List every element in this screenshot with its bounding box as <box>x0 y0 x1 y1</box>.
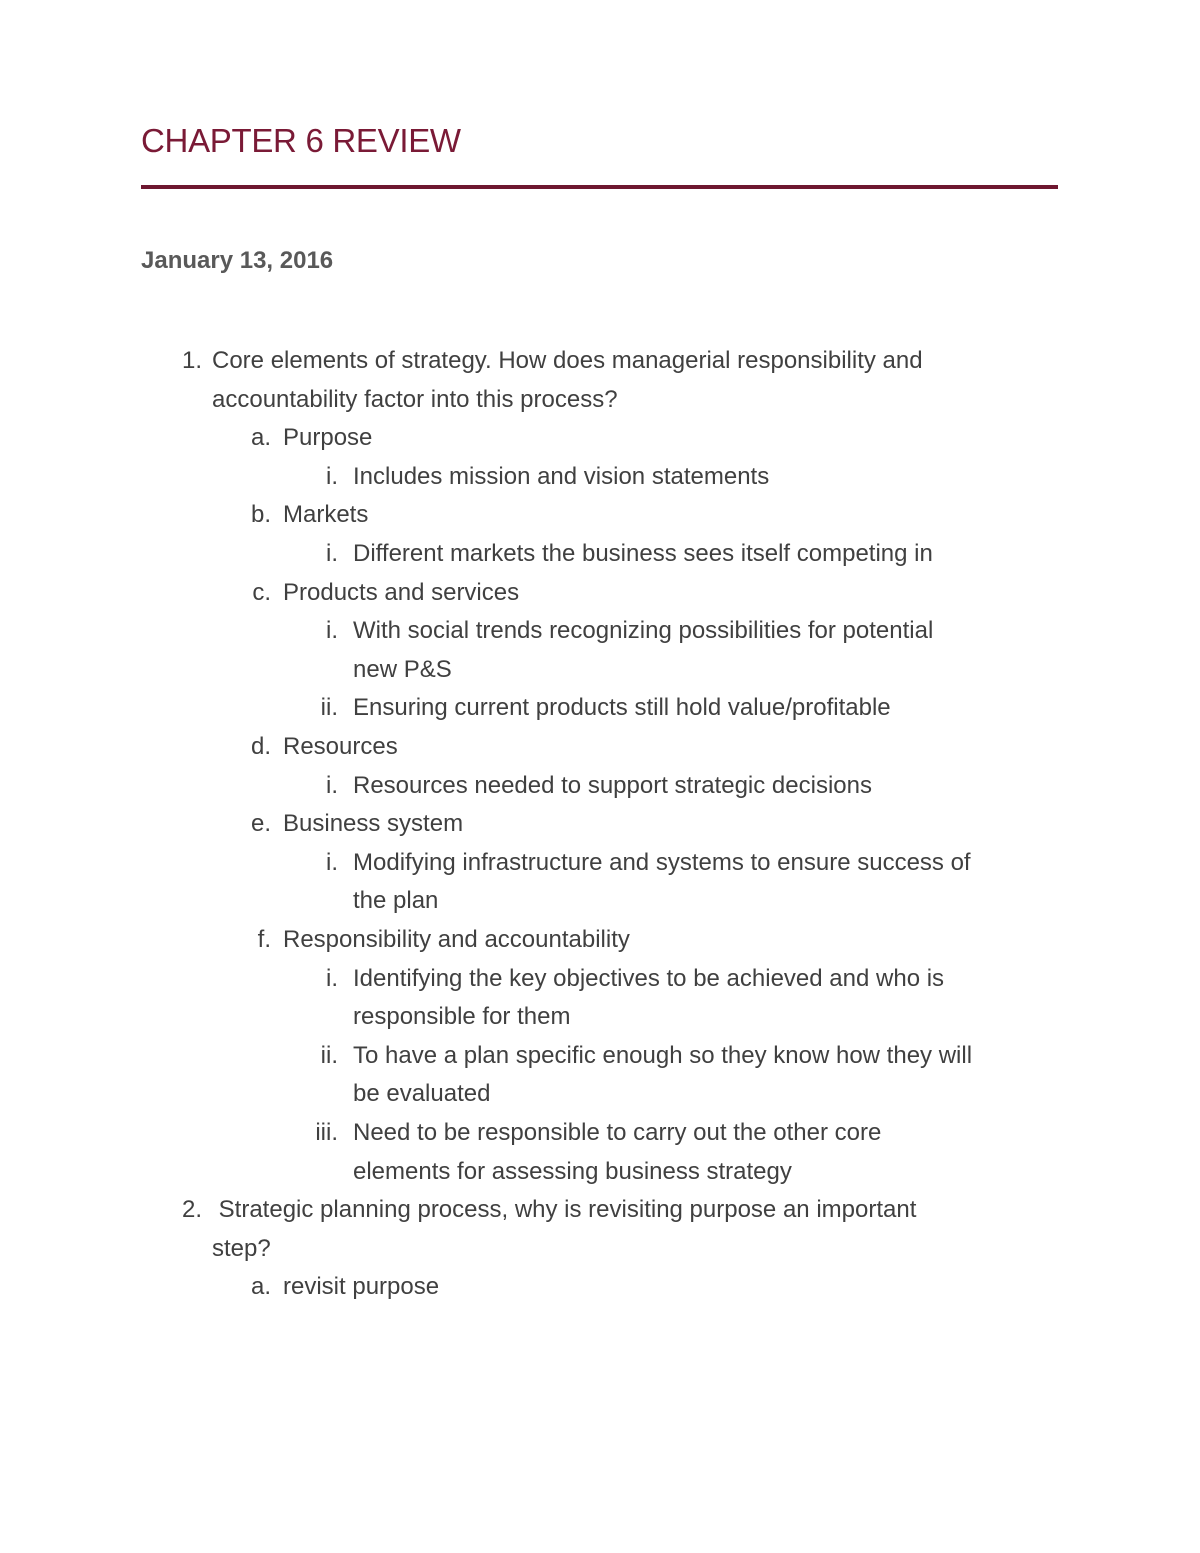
outline-marker: a. <box>250 1273 271 1301</box>
outline-marker: ii. <box>320 1041 338 1069</box>
outline-item-text: new P&S <box>353 655 452 683</box>
outline-marker: 2. <box>181 1196 202 1224</box>
outline-item-text: accountability factor into this process? <box>212 385 618 413</box>
outline-marker: i. <box>326 771 338 799</box>
outline-item-text: revisit purpose <box>283 1273 440 1301</box>
outline-marker: iii. <box>315 1119 338 1146</box>
outline-marker: i. <box>326 462 338 490</box>
outline-item-text: Resources needed to support strategic decisions <box>353 771 872 799</box>
outline-item-text: Modifying infrastructure and systems to ensure success of <box>353 848 971 876</box>
outline-marker: i. <box>326 848 338 876</box>
outline-item-text: responsible for them <box>353 1003 571 1031</box>
outline-item-text: Different markets the business sees itself competing in <box>353 540 933 567</box>
outline-marker: f. <box>257 926 271 953</box>
outline-item-text: Need to be responsible to carry out the other core <box>353 1119 882 1146</box>
outline-item-text: Markets <box>283 501 369 529</box>
document-date: January 13, 2016 <box>141 247 334 274</box>
outline-marker: i. <box>326 964 338 992</box>
outline-item-text: Includes mission and vision statements <box>353 462 770 490</box>
outline-item-text: Business system <box>283 810 464 838</box>
outline-marker: d. <box>250 733 271 760</box>
outline-item-text: Purpose <box>283 424 373 452</box>
outline-item-text: elements for assessing business strategy <box>353 1157 792 1185</box>
title-underline-rule <box>141 185 1058 189</box>
outline-item-text: be evaluated <box>353 1080 491 1108</box>
outline-marker: c. <box>252 578 271 606</box>
outline-marker: i. <box>326 617 338 645</box>
outline-item-text: step? <box>212 1234 271 1262</box>
outline-item-text: Ensuring current products still hold value/profitable <box>353 694 891 722</box>
outline-item-text: Strategic planning process, why is revisiting purpose an important <box>212 1196 917 1224</box>
outline-item-text: Resources <box>283 733 398 760</box>
outline-marker: e. <box>250 810 271 838</box>
outline-item-text: With social trends recognizing possibilities for potential <box>353 617 934 645</box>
outline-item-text: Responsibility and accountability <box>283 926 630 953</box>
outline-marker: ii. <box>320 694 338 722</box>
outline-item-text: Identifying the key objectives to be achieved and who is <box>353 964 945 992</box>
outline-marker: b. <box>250 501 271 529</box>
outline-item-text: Products and services <box>283 578 520 606</box>
outline-item-text: To have a plan specific enough so they know how they will <box>353 1041 973 1069</box>
outline-marker: i. <box>326 540 338 567</box>
outline-item-text: the plan <box>353 887 439 915</box>
outline-marker: a. <box>250 424 271 452</box>
page-title: CHAPTER 6 REVIEW <box>141 122 461 159</box>
outline-item-text: Core elements of strategy. How does managerial responsibility and <box>212 347 923 374</box>
outline-marker: 1. <box>181 347 202 374</box>
